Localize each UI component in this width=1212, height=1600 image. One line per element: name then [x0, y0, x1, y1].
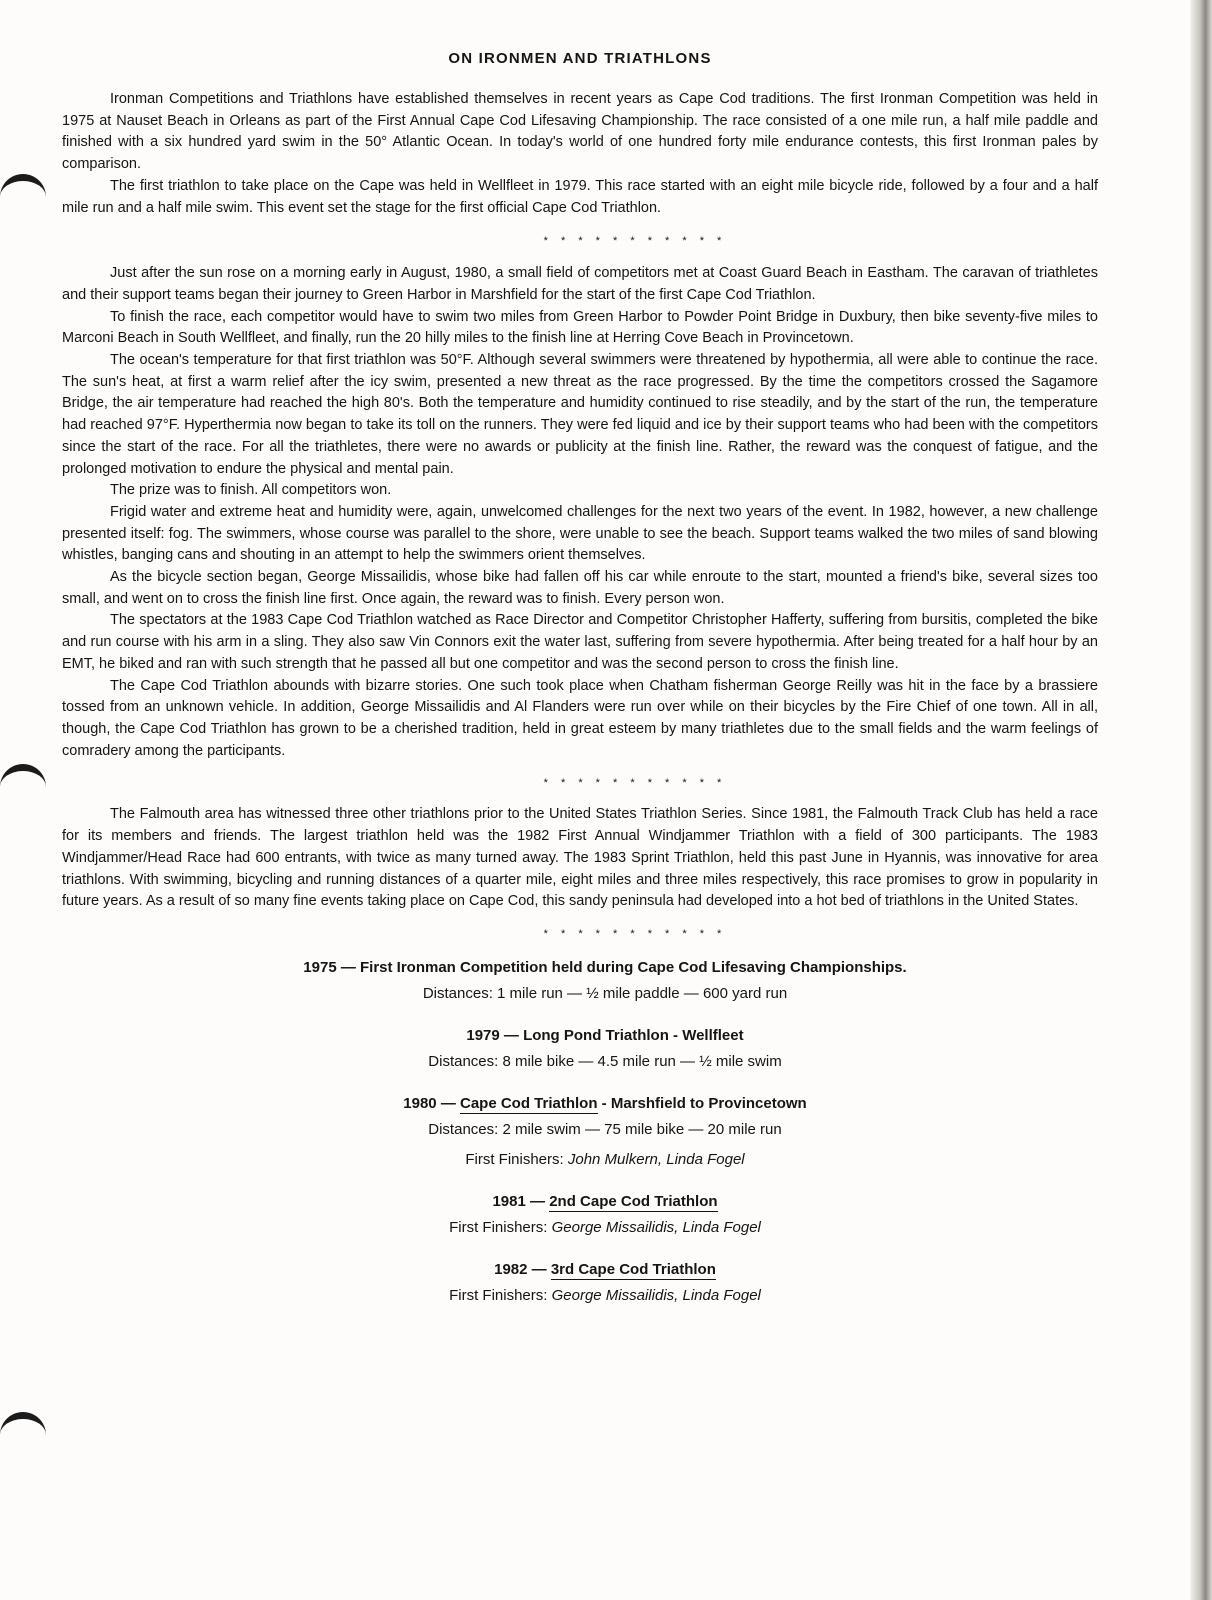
entry-distances: Distances: 8 mile bike — 4.5 mile run — ½ mile swim — [428, 1052, 782, 1070]
paragraph: The Cape Cod Triathlon abounds with bizarre stories. One such took place when Chatham fisherman George Reilly was hit in the face by a brassiere tossed from an unknown vehicle. In addition, George Missailidis and Al Flanders were run over while on their bicycles by the Fire Chief of one town. All in all, though, the Cape Cod Triathlon has grown to be a cherished tradition, held in great esteem by many triathletes due to the small fields and the warm feelings of comradery among the participants. — [62, 677, 1098, 759]
history-section — [62, 263, 1098, 762]
entry-distances: Distances: 1 mile run — ½ mile paddle — 600 yard run — [422, 984, 788, 1002]
finishers-names: John Mulkern, Linda Fogel — [567, 1150, 745, 1168]
entry-year: 1980 — — [403, 1094, 460, 1112]
binder-hole-mark — [0, 764, 46, 804]
paragraph: Ironman Competitions and Triathlons have established themselves in recent years as Cape Cod traditions. The first Ironman Competition was held in 1975 at Nauset Beach in Orleans as part of the First Annual Cape Cod Lifesaving Championship. The race consisted of a one mile run, a half mile paddle and finished with a six hundred yard swim in the 50° Atlantic Ocean. In today's world of one hundred forty mile endurance contests, this first Ironman pales by comparison. — [62, 91, 1098, 173]
paragraph: As the bicycle section began, George Missailidis, whose bike had fallen off his car while enroute to the start, mounted a friend's bike, several sizes too small, and went on to cross the finish line first. Once again, the reward was to finish. Every person won. — [62, 569, 1098, 607]
paragraph: To finish the race, each competitor would have to swim two miles from Green Harbor to Powder Point Bridge in Duxbury, then bike seventy-five miles to Marconi Beach in South Wellfleet, and finally, run the 20 hilly miles to the finish line at Herring Cove Beach in Provincetown. — [62, 308, 1098, 347]
entry-race-name: Cape Cod Triathlon — [460, 1094, 598, 1112]
binder-hole-mark — [0, 174, 46, 214]
section-separator: * * * * * * * * * * * — [543, 777, 727, 790]
entry-place: - Marshfield to Provincetown — [597, 1094, 807, 1112]
timeline-entry-1975 — [62, 957, 1098, 1009]
entry-year: 1982 — — [494, 1260, 551, 1278]
section-separator: * * * * * * * * * * * — [543, 927, 727, 940]
entry-race-name: 2nd Cape Cod Triathlon — [549, 1192, 718, 1210]
entry-heading: 1975 — First Ironman Competition held during Cape Cod Lifesaving Championships. — [303, 958, 907, 976]
entry-finishers — [62, 1145, 1098, 1175]
binder-hole-mark — [0, 1412, 46, 1452]
entry-finishers — [62, 1213, 1098, 1243]
paragraph: Frigid water and extreme heat and humidity were, again, unwelcomed challenges for the next two years of the event. In 1982, however, a new challenge presented itself: fog. The swimmers, whose course was parallel to the shore, were unable to see the beach. Support teams walked the two miles of sand blowing whistles, banging cans and shouting in an attempt to help the swimmers orient themselves. — [62, 503, 1098, 564]
paragraph: The spectators at the 1983 Cape Cod Triathlon watched as Race Director and Competitor Christopher Hafferty, suffering from bursitis, completed the bike and run course with his arm in a sling. They also saw Vin Connors exit the water last, suffering from severe hypothermia. After being treated for a half hour by an EMT, he biked and ran with such strength that he passed all but one competitor and was the second person to cross the finish line. — [62, 612, 1098, 672]
paragraph: The Falmouth area has witnessed three other triathlons prior to the United States Triathlon Series. Since 1981, the Falmouth Track Club has held a race for its members and friends. The largest triathlon held was the 1982 First Annual Windjammer Triathlon with a field of 300 participants. The 1983 Windjammer/Head Race had 600 entrants, with twice as many turned away. The 1983 Sprint Triathlon, held this past June in Hyannis, was innovative for area triathlons. With swimming, bicycling and running distances of a quarter mile, eight miles and three miles respectively, this race promises to grow in popularity in future years. As a result of so many fine events taking place on Cape Cod, this sandy peninsula had developed into a hot bed of triathlons in the United States. — [62, 806, 1098, 910]
finishers-names: George Missailidis, Linda Fogel — [551, 1286, 761, 1304]
timeline — [62, 957, 1098, 1311]
timeline-entry-1981 — [62, 1191, 1098, 1243]
finishers-label: First Finishers: — [449, 1218, 552, 1236]
timeline-entry-1979 — [62, 1025, 1098, 1077]
paragraph: The prize was to finish. All competitors won. — [110, 482, 392, 499]
paragraph: The first triathlon to take place on the Cape was held in Wellfleet in 1979. This race started with an eight mile bicycle ride, followed by a four and a half mile run and a half mile swim. This event set the stage for the first official Cape Cod Triathlon. — [62, 177, 1098, 216]
falmouth-section — [62, 804, 1098, 913]
finishers-label: First Finishers: — [465, 1150, 568, 1168]
paragraph: The ocean's temperature for that first triathlon was 50°F. Although several swimmers were threatened by hypothermia, all were able to continue the race. The sun's heat, at first a warm relief after the icy swim, presented a new threat as the race progressed. By the time the competitors crossed the Sagamore Bridge, the air temperature had reached the high 80's. Both the temperature and humidity continued to rise steadily, and by the start of the run, the temperature had reached 97°F. Hyperthermia now began to take its toll on the runners. They were fed liquid and ice by their support teams who had been with the competitors since the start of the race. For all the triathletes, there were no awards or publicity at the finish line. Rather, the reward was the conquest of fatigue, and the prolonged motivation to endure the physical and mental pain. — [62, 352, 1098, 477]
entry-heading — [62, 1093, 1098, 1115]
section-separator: * * * * * * * * * * * — [543, 235, 727, 248]
entry-heading — [62, 1259, 1098, 1281]
timeline-entry-1980 — [62, 1093, 1098, 1175]
page-edge-shadow — [1190, 0, 1212, 1600]
entry-distances: Distances: 2 mile swim — 75 mile bike — 20 mile run — [428, 1120, 782, 1138]
finishers-names: George Missailidis, Linda Fogel — [551, 1218, 761, 1236]
entry-year: 1981 — — [492, 1192, 550, 1210]
entry-finishers — [62, 1281, 1098, 1311]
document-page — [62, 50, 1098, 1327]
intro-section — [62, 89, 1098, 219]
entry-race-name: 3rd Cape Cod Triathlon — [550, 1260, 716, 1278]
page-title: ON IRONMEN AND TRIATHLONS — [448, 50, 712, 67]
finishers-label: First Finishers: — [449, 1286, 552, 1304]
paragraph: Just after the sun rose on a morning early in August, 1980, a small field of competitors met at Coast Guard Beach in Eastham. The caravan of triathletes and their support teams began their journey to Green Harbor in Marshfield for the start of the first Cape Cod Triathlon. — [62, 265, 1098, 303]
entry-heading: 1979 — Long Pond Triathlon - Wellfleet — [466, 1026, 744, 1044]
entry-heading — [62, 1191, 1098, 1213]
timeline-entry-1982 — [62, 1259, 1098, 1311]
